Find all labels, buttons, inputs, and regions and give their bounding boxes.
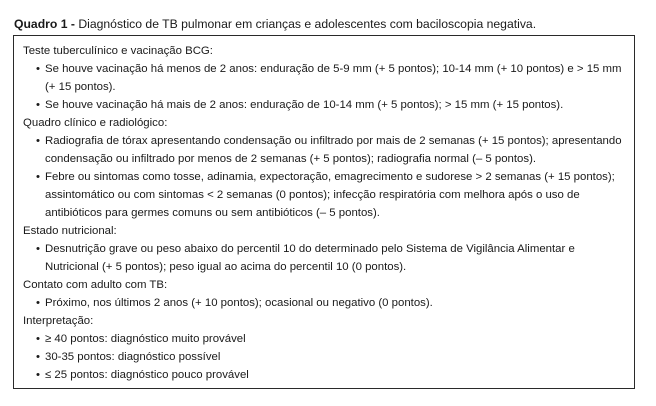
list-item-text: Se houve vacinação há menos de 2 anos: enduração de 5-9 mm (+ 5 pontos); 10-14 mm (+ 10 pontos) e > 15 mm (+ 15 pontos). [45,63,622,93]
list-item-text: Febre ou sintomas como tosse, adinamia, expectoração, emagrecimento e sudorese > 2 semanas (+ 15 pontos); assintomático ou com sintomas < 2 semanas (0 pontos); infecção respiratória com melhora após o uso de antibióticos para germes comuns ou sem antibióticos (– 5 pontos). [45,171,615,219]
list-item-text: ≤ 25 pontos: diagnóstico pouco provável [45,369,249,381]
list-item-text: ≥ 40 pontos: diagnóstico muito provável [45,333,246,345]
bullet-icon: • [36,135,40,147]
section-title-nutrition: Estado nutricional: [23,225,117,237]
section-title-contact: Contato com adulto com TB: [23,279,168,291]
section-title-tuberculin: Teste tuberculínico e vacinação BCG: [23,45,213,57]
bullet-icon: • [36,99,40,111]
bullet-icon: • [36,243,40,255]
bullet-icon: • [36,351,40,363]
list-item-text: Se houve vacinação há mais de 2 anos: enduração de 10-14 mm (+ 5 pontos); > 15 mm (+ 15 pontos). [45,99,564,111]
bullet-icon: • [36,369,40,381]
list-item [23,132,626,168]
caption-text: Diagnóstico de TB pulmonar em crianças e adolescentes com baciloscopia negativa. [78,17,537,31]
section-title-interpretation: Interpretação: [23,315,94,327]
content-body [23,42,626,384]
list-item-text: Desnutrição grave ou peso abaixo do percentil 10 do determinado pelo Sistema de Vigilância Alimentar e Nutricional (+ 5 pontos); peso igual ao acima do percentil 10 (0 pontos). [45,243,575,273]
caption-label: Quadro 1 - [14,17,75,31]
bullet-icon: • [36,333,40,345]
table-caption [14,17,536,32]
list-item [23,366,626,384]
list-item [23,330,626,348]
list-item [23,348,626,366]
list-item [23,240,626,276]
list-item [23,168,626,222]
list-item [23,60,626,96]
list-item [23,294,626,312]
list-item-text: Radiografia de tórax apresentando condensação ou infiltrado por mais de 2 semanas (+ 15 pontos); apresentando condensação ou infiltrado por menos de 2 semanas (+ 5 pontos); radiografia normal (– 5 pontos). [45,135,622,165]
list-item-text: Próximo, nos últimos 2 anos (+ 10 pontos); ocasional ou negativo (0 pontos). [45,297,433,309]
bullet-icon: • [36,63,40,75]
bullet-icon: • [36,171,40,183]
bullet-icon: • [36,297,40,309]
content-box [13,35,635,389]
list-item-text: 30-35 pontos: diagnóstico possível [45,351,221,363]
list-item [23,96,626,114]
section-title-clinical: Quadro clínico e radiológico: [23,117,168,129]
